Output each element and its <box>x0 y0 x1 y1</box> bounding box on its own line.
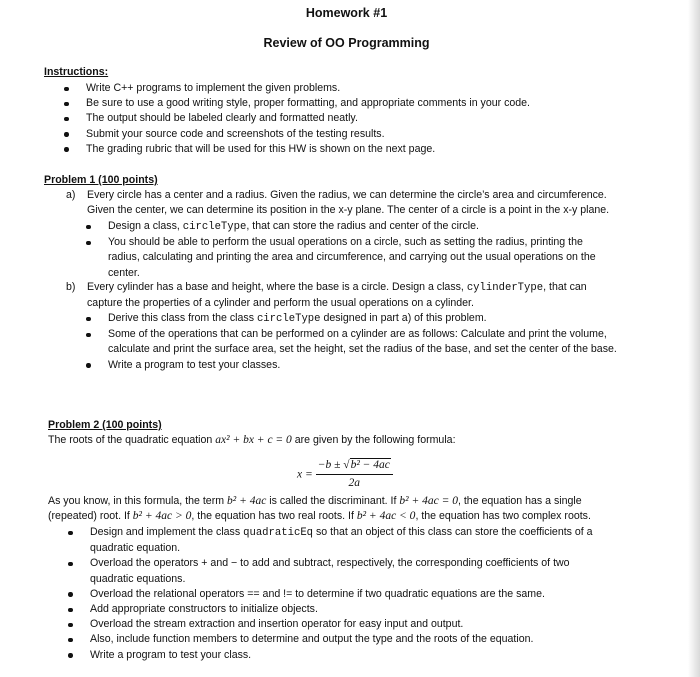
instructions-heading: Instructions: <box>44 66 109 78</box>
instruction-item: Write C++ programs to implement the given problems. <box>86 81 686 96</box>
list-item: Overload the relational operators == and != to determine if two quadratic equations are the same. <box>90 587 690 602</box>
list-item: Design and implement the class quadraticEq so that an object of this class can store the coefficients of a quadratic equation. <box>90 525 690 556</box>
document-subtitle: Review of OO Programming <box>263 36 430 50</box>
problem2-heading: Problem 2 (100 points) <box>48 419 162 431</box>
formula-lhs: x = <box>297 468 313 481</box>
code-class-name: circleType <box>256 313 321 325</box>
instruction-item: The output should be labeled clearly and formatted neatly. <box>86 111 686 126</box>
list-item: Write a program to test your classes. <box>108 358 688 373</box>
problem1-part-b-text <box>87 280 687 311</box>
text-line: Every cylinder has a base and height, where the base is a circle. Design a class, cylinderType, that can <box>87 281 587 294</box>
instruction-item: The grading rubric that will be used for this HW is shown on the next page. <box>86 142 686 157</box>
list-item: Derive this class from the class circleType designed in part a) of this problem. <box>108 311 688 327</box>
document-title: Homework #1 <box>305 6 388 20</box>
formula-numerator: −b ± √b² − 4ac <box>316 458 393 475</box>
list-item: Overload the operators + and − to add and subtract, respectively, the corresponding coefficients of two quadratic equations. <box>90 556 690 586</box>
list-item: Some of the operations that can be performed on a cylinder are as follows: Calculate and print the volume, calculate and print the surface area, set the height, set the radius of the base, and set the center of the base. <box>108 327 688 357</box>
formula-denominator: 2a <box>348 477 361 490</box>
list-item: Write a program to test your class. <box>90 648 690 663</box>
list-item: Add appropriate constructors to initialize objects. <box>90 602 690 617</box>
instruction-item: Be sure to use a good writing style, proper formatting, and appropriate comments in your code. <box>86 96 686 111</box>
instruction-item: Submit your source code and screenshots of the testing results. <box>86 127 686 142</box>
equation: ax² + bx + c = 0 <box>215 434 292 446</box>
text-line: Every circle has a center and a radius. Given the radius, we can determine the circle’s area and circumference. <box>87 189 607 201</box>
text-line: Given the center, we can determine its position in the x-y plane. The center of a circle is a point in the x-y plane. <box>87 204 610 217</box>
problem1-part-b-label: b) <box>66 281 76 293</box>
text-line: (repeated) root. If b² + 4ac > 0, the equation has two real roots. If b² + 4ac < 0, the equation has two complex roots. <box>48 510 591 523</box>
problem1-part-a-list <box>108 219 688 281</box>
problem2-intro: The roots of the quadratic equation ax² + bx + c = 0 are given by the following formula: <box>48 434 456 446</box>
problem2-discriminant-paragraph <box>48 494 693 524</box>
text-line: capture the properties of a cylinder and perform the usual operations on a cylinder. <box>87 297 474 310</box>
code-class-name: quadraticEq <box>243 527 314 539</box>
page-edge-shadow <box>688 0 700 677</box>
problem1-part-a-label: a) <box>66 189 76 201</box>
list-item: Also, include function members to determine and output the type and the roots of the equation. <box>90 632 690 647</box>
code-class-name: cylinderType <box>466 282 544 294</box>
list-item: You should be able to perform the usual operations on a circle, such as setting the radius, printing the radius, calculating and printing the area and circumference, and carrying out the usual operations on the center. <box>108 235 688 281</box>
text-line: As you know, in this formula, the term b² + 4ac is called the discriminant. If b² + 4ac = 0, the equation has a single <box>48 495 582 507</box>
formula-fraction <box>316 458 393 491</box>
formula-radicand: b² − 4ac <box>350 459 390 471</box>
problem1-heading: Problem 1 (100 points) <box>44 174 158 186</box>
instructions-list <box>86 81 686 157</box>
list-item: Design a class, circleType, that can store the radius and center of the circle. <box>108 219 688 235</box>
list-item: Overload the stream extraction and insertion operator for easy input and output. <box>90 617 690 632</box>
problem2-list <box>90 525 690 663</box>
code-class-name: circleType <box>182 221 247 233</box>
problem1-part-b-list <box>108 311 688 373</box>
problem1-part-a-text <box>87 188 687 218</box>
quadratic-formula <box>297 458 393 491</box>
